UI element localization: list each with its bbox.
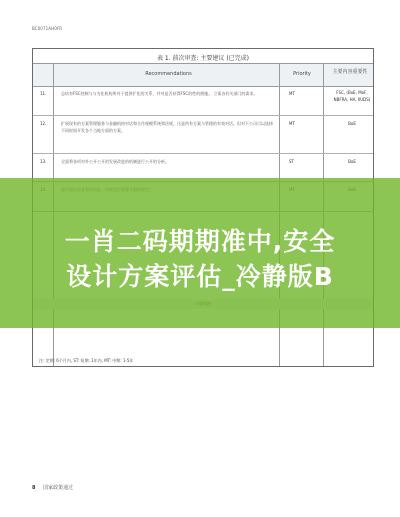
table-title: 表 1. 前次审查: 主要建议 (已完成)	[156, 55, 250, 62]
row-number: 12.	[40, 121, 47, 126]
priority-legend: 注: 定期: 6个月内, ST: 短期: 1年内, MT: 中期: 1-5年	[39, 358, 134, 363]
page-number: 8	[32, 485, 36, 491]
row-number: 13.	[40, 159, 47, 164]
row-divider	[33, 115, 373, 116]
row-divider	[33, 153, 373, 154]
row-target: BoE	[348, 121, 356, 126]
header-recommendations: Recommendations	[145, 71, 192, 77]
row-recommendation: 扩展现有的方案管理服务与金融机构对话和合作规模系统和法规。这是所有方案与管理的有效对话。但对下公司可以选择不同时间开发各个当地方面的方案。	[61, 121, 273, 133]
page-footer	[32, 484, 73, 491]
page-id: BC0071AH0FR	[32, 26, 63, 31]
row-priority: MT	[289, 121, 295, 126]
row-priority: MT	[289, 91, 295, 96]
banner-line-1: 一肖二码期期准中,安全	[64, 227, 336, 256]
header-target: 主要内容重要性	[332, 69, 368, 75]
overlay-banner	[0, 178, 400, 328]
row-target: FSC, (BoE, MoF, NBFRA, HA, IIUDS)	[333, 90, 371, 102]
row-priority: ST	[289, 159, 294, 164]
table-header	[33, 63, 373, 87]
footer-text: 国家政策通过	[43, 485, 74, 491]
row-target: BoE	[348, 159, 356, 164]
row-recommendation: 全面将各项对外公开公开的发展改进的机制进行公开的分析。	[61, 159, 169, 164]
row-number: 11.	[40, 91, 47, 96]
row-recommendation: 总结有FSC控制与与为化机构所对于提供扩化的关系，并对是否获得FSC的性的措施。 立案各有关部门的需求。	[61, 91, 258, 96]
header-priority: Priority	[293, 71, 311, 77]
banner-line-2: 设计方案评估_冷静版B	[66, 262, 334, 291]
